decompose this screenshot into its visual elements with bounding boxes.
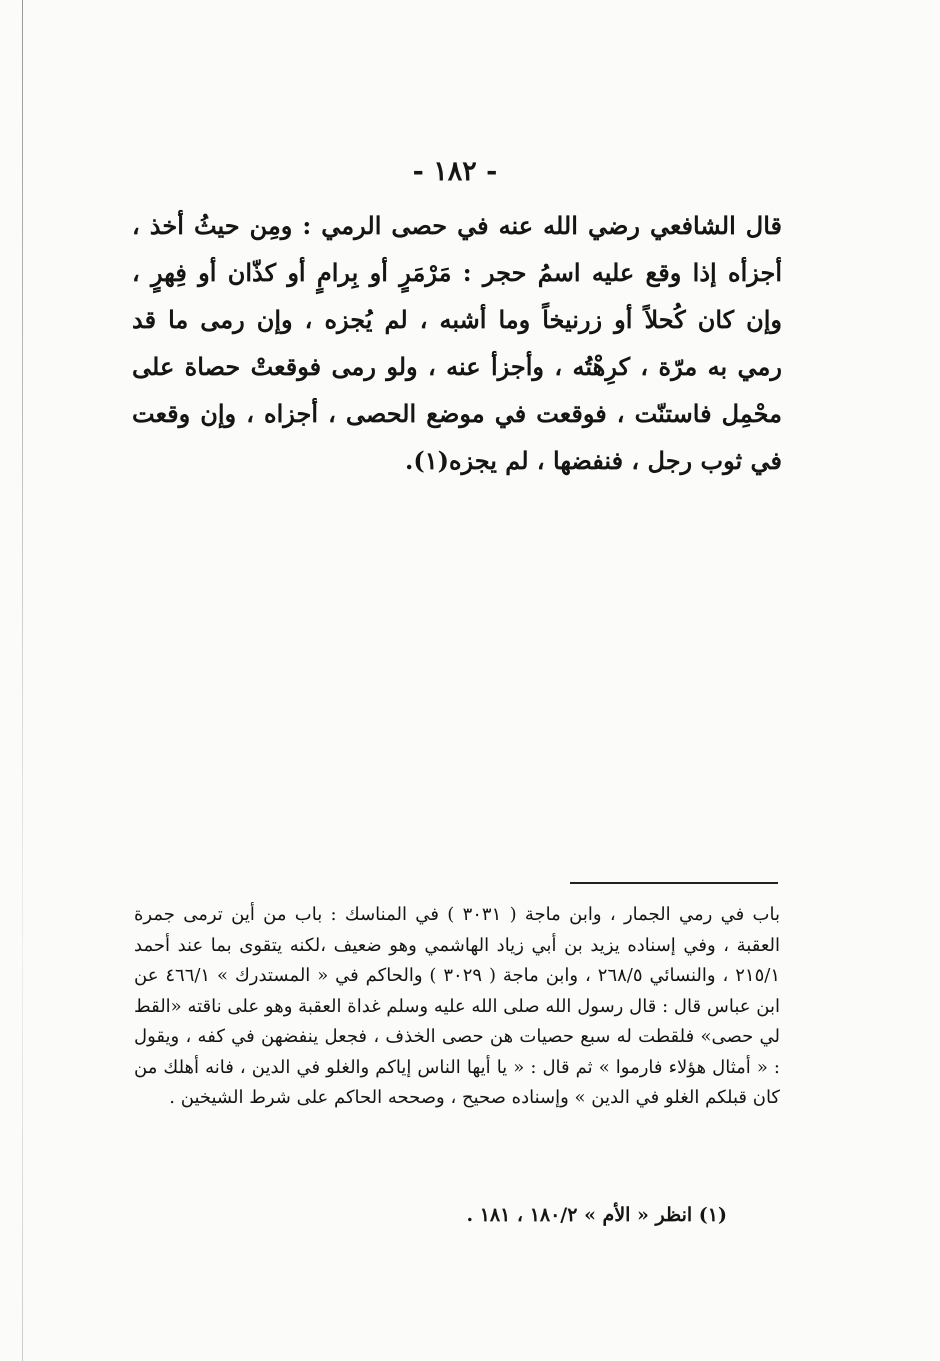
main-text-block: [132, 202, 782, 484]
footnote-continued-text: باب في رمي الجمار ، وابن ماجة ( ٣٠٣١ ) في المناسك : باب من أين ترمى جمرة العقبة ، وفي إسناده يزيد بن أبي زياد الهاشمي وهو ضعيف ،لكنه يتقوى بما عند أحمد ٢١٥/١ ، والنسائي ٢٦٨/٥ ، وابن ماجة ( ٣٠٢٩ ) والحاكم في « المستدرك » ٤٦٦/١ عن ابن عباس قال : قال رسول الله صلى الله عليه وسلم غداة العقبة وهو على ناقته «القط لي حصى» فلقطت له سبع حصيات هن حصى الخذف ، فجعل ينفضهن في كفه ، ويقول : « أمثال هؤلاء فارموا » ثم قال : « يا أيها الناس إياكم والغلو في الدين ، فانه أهلك من كان قبلكم الغلو في الدين » وإسناده صحيح ، وصححه الحاكم على شرط الشيخين .: [134, 904, 781, 1108]
footnotes-block: [134, 900, 780, 1114]
footnote-separator: [570, 882, 778, 884]
scan-edge-line: [22, 0, 23, 1361]
footnote-1: (١) انظر « الأم » ١٨٠/٢ ، ١٨١ .: [466, 1204, 727, 1226]
main-paragraph: قال الشافعي رضي الله عنه في حصى الرمي : ومِن حيثُ أخذ ، أجزأه إذا وقع عليه اسمُ حجر : مَرْمَرٍ أو بِرامٍ أو كذّان أو فِهرٍ ، وإن كان كُحلاً أو زرنيخاً وما أشبه ، لم يُجزه ، وإن رمى ما قد رمي به مرّة ، كرِهْتُه ، وأجزأ عنه ، ولو رمى فوقعتْ حصاة على محْمِل فاستنّت ، فوقعت في موضع الحصى ، أجزاه ، وإن وقعت في ثوب رجل ، فنفضها ، لم يجزه(١).: [132, 211, 783, 475]
page-number: - ١٨٢ -: [412, 156, 498, 187]
